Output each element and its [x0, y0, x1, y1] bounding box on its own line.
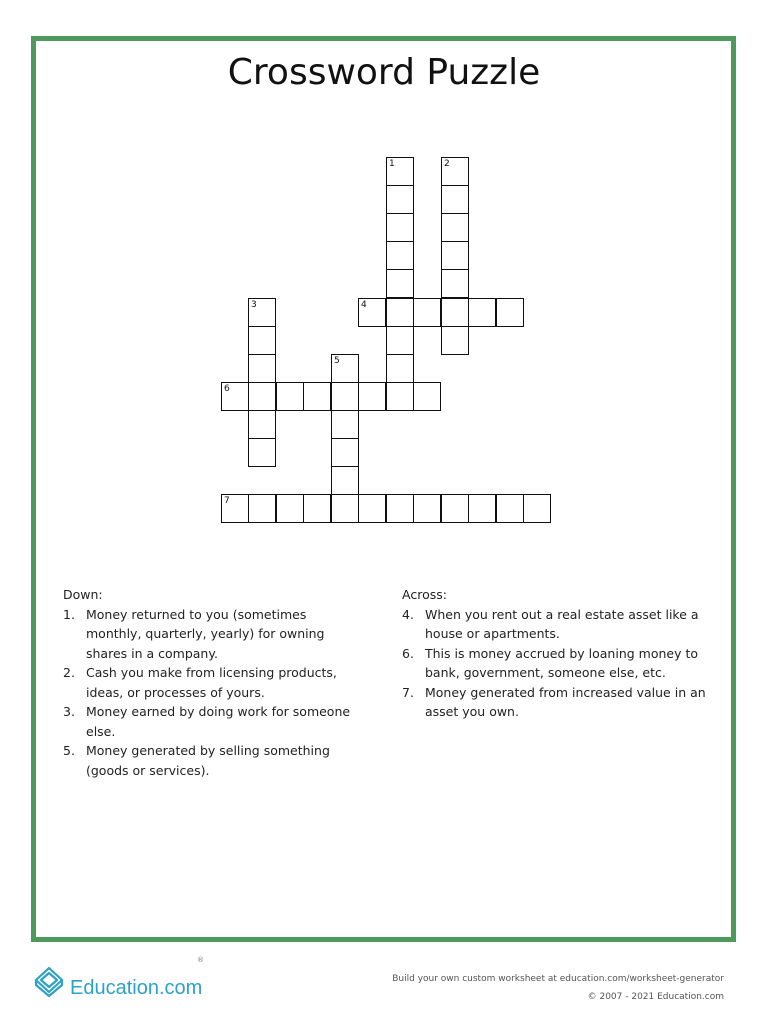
grid-cell[interactable]	[496, 298, 524, 327]
clue-item	[402, 683, 722, 722]
clue-index: 2.	[63, 665, 75, 680]
clue-index: 4.	[402, 606, 414, 622]
grid-cell[interactable]	[386, 185, 414, 214]
grid-cell[interactable]	[413, 298, 441, 327]
grid-cell[interactable]	[386, 213, 414, 242]
education-logo[interactable]	[32, 956, 212, 1002]
clue-index: 6.	[402, 645, 414, 661]
copyright: © 2007 - 2021 Education.com	[587, 992, 724, 1002]
grid-cell-7-across-start[interactable]	[221, 494, 249, 523]
clue-number: 1	[389, 159, 395, 169]
grid-cell-2-down-start[interactable]	[441, 157, 469, 186]
grid-cell[interactable]	[331, 438, 359, 467]
grid-cell[interactable]	[441, 213, 469, 242]
clue-item	[63, 741, 363, 780]
grid-cell[interactable]	[386, 494, 414, 523]
grid-cell[interactable]	[276, 494, 304, 523]
grid-cell-6-across-start[interactable]	[221, 382, 249, 411]
clue-number: 7	[224, 496, 230, 506]
worksheet-generator-link[interactable]: Build your own custom worksheet at education.com/worksheet-generator	[392, 974, 724, 984]
footer-note	[392, 970, 724, 1006]
page-title: Crossword Puzzle	[227, 52, 541, 93]
grid-cell[interactable]	[441, 185, 469, 214]
clue-text: Money generated by selling something (goods or services).	[86, 743, 330, 778]
grid-cell[interactable]	[358, 382, 386, 411]
grid-cell[interactable]	[386, 269, 414, 298]
clue-text: Money generated from increased value in an asset you own.	[425, 684, 706, 719]
clue-number: 5	[334, 356, 340, 366]
grid-cell[interactable]	[303, 382, 331, 411]
grid-cell[interactable]	[248, 382, 276, 411]
clue-text: When you rent out a real estate asset like a house or apartments.	[425, 606, 699, 641]
clue-index: 5.	[63, 743, 75, 758]
clue-index: 1.	[63, 606, 75, 622]
grid-cell[interactable]	[386, 326, 414, 355]
across-heading: Across:	[402, 587, 447, 602]
grid-cell[interactable]	[248, 410, 276, 439]
down-clues	[63, 585, 363, 780]
grid-cell[interactable]	[331, 382, 359, 411]
grid-cell-4-across-start[interactable]	[358, 298, 386, 327]
clue-item	[402, 605, 722, 644]
brand-name: Education.com	[70, 977, 203, 999]
grid-cell[interactable]	[386, 241, 414, 270]
grid-cell[interactable]	[441, 269, 469, 298]
grid-cell-1-down-start[interactable]	[386, 157, 414, 186]
grid-cell[interactable]	[441, 326, 469, 355]
clue-text: This is money accrued by loaning money to bank, government, someone else, etc.	[425, 645, 699, 680]
grid-cell[interactable]	[386, 382, 414, 411]
grid-cell-5-down-start[interactable]	[331, 354, 359, 383]
grid-cell[interactable]	[441, 494, 469, 523]
clue-item	[63, 663, 363, 702]
grid-cell[interactable]	[468, 494, 496, 523]
clue-text: Cash you make from licensing products, ideas, or processes of yours.	[86, 665, 337, 700]
clue-item	[63, 605, 363, 664]
clue-item	[63, 702, 363, 741]
grid-cell[interactable]	[276, 382, 304, 411]
grid-cell[interactable]	[331, 410, 359, 439]
grid-cell[interactable]	[441, 241, 469, 270]
grid-cell[interactable]	[248, 354, 276, 383]
clue-text: Money earned by doing work for someone else.	[86, 704, 351, 739]
grid-cell[interactable]	[358, 494, 386, 523]
grid-cell[interactable]	[413, 382, 441, 411]
grid-cell[interactable]	[496, 494, 524, 523]
clue-number: 3	[251, 300, 257, 310]
grid-cell[interactable]	[248, 326, 276, 355]
education-logo-icon	[32, 962, 66, 998]
clue-index: 3.	[63, 704, 75, 719]
grid-cell[interactable]	[248, 494, 276, 523]
grid-cell-3-down-start[interactable]	[248, 298, 276, 327]
grid-cell[interactable]	[468, 298, 496, 327]
clue-index: 7.	[402, 684, 414, 700]
grid-cell[interactable]	[303, 494, 331, 523]
grid-cell[interactable]	[386, 354, 414, 383]
clue-number: 6	[224, 384, 230, 394]
across-clues	[402, 585, 722, 722]
grid-cell[interactable]	[331, 466, 359, 495]
grid-cell[interactable]	[331, 494, 359, 523]
down-heading: Down:	[63, 587, 103, 602]
grid-cell[interactable]	[248, 438, 276, 467]
clue-text: Money returned to you (sometimes monthly, quarterly, yearly) for owning shares in a company.	[86, 606, 325, 661]
registered-mark: ®	[197, 956, 204, 964]
clue-item	[402, 644, 722, 683]
clue-number: 2	[444, 159, 450, 169]
grid-cell[interactable]	[523, 494, 551, 523]
clue-number: 4	[361, 300, 367, 310]
grid-cell[interactable]	[441, 298, 469, 327]
grid-cell[interactable]	[386, 298, 414, 327]
grid-cell[interactable]	[413, 494, 441, 523]
